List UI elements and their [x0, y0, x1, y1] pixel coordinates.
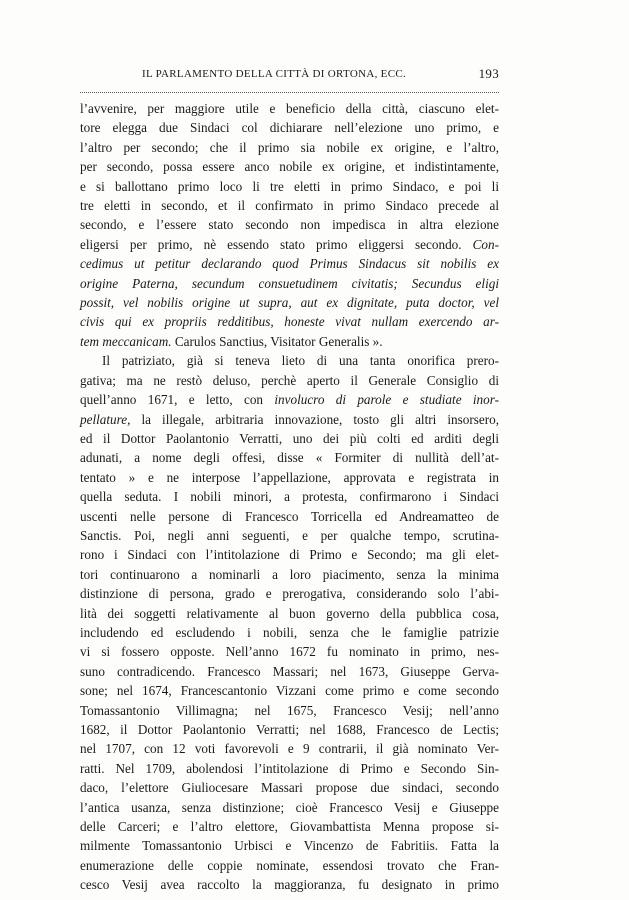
- text-line: tem meccanicam. Carulos Sanctius, Visitator Generalis ».: [80, 333, 383, 349]
- text-line: pellature, la illegale, arbitraria innovazione, tosto gli altri insorsero,: [80, 411, 499, 427]
- text-line: suno contradicendo. Francesco Massari; nel 1673, Giuseppe Gerva-: [80, 663, 499, 679]
- text-line: enumerazione delle coppie nominate, essendosi trovato che Fran-: [80, 857, 499, 873]
- text-line-italic: possit, vel nobilis origine ut supra, aut ex dignitate, puta doctor, vel: [80, 295, 499, 311]
- text-line: tre eletti in secondo, et il confirmato in primo Sindaco precede al: [80, 198, 499, 214]
- text-line: tore elegga due Sindaci col dichiarare nell’elezione uno primo, e: [80, 120, 499, 136]
- text-line: ed il Dottor Paolantonio Verratti, uno dei più colti ed arditi degli: [80, 430, 499, 446]
- text-line: daco, l’elettore Giuliocesare Massari propose due sindaci, secondo: [80, 780, 499, 796]
- page-body: [80, 99, 499, 895]
- text-line: Tomassantonio Villimagna; nel 1675, Francesco Vesij; nell’anno: [80, 702, 499, 718]
- running-title: IL PARLAMENTO DELLA CITTÀ DI ORTONA, ECC.: [142, 68, 407, 80]
- text-line: quell’anno 1671, e letto, con involucro di parole e studiate inor-: [80, 392, 499, 408]
- text-line: tentato » e ne interpose l’appellazione, approvata e registrata in: [80, 469, 499, 485]
- text-line: adunati, a nome degli offesi, disse « Formiter di nullità dell’at-: [80, 450, 499, 466]
- text-line: l’avvenire, per maggiore utile e beneficio della città, ciascuno elet-: [80, 101, 499, 116]
- page-number: 193: [478, 66, 499, 81]
- text-line: gativa; ma ne restò deluso, perchè aperto il Generale Consiglio di: [80, 372, 499, 388]
- text-line: cesco Vesij avea raccolto la maggioranza, fu designato in primo: [80, 877, 499, 893]
- text-line: l’altro per secondo; che il primo sia nobile ex origine, e l’altro,: [80, 139, 499, 155]
- book-page: [80, 66, 499, 895]
- text-line: tori continuarono a nominarli a loro piacimento, senza la minima: [80, 566, 499, 582]
- text-line: lità dei soggetti relativamente al buon governo della pubblica cosa,: [80, 605, 499, 621]
- text-line: distinzione di persona, grado e prerogativa, considerando solo l’abi-: [80, 586, 499, 602]
- text-line: vi si fossero opposte. Nell’anno 1672 fu nominato in primo, nes-: [80, 644, 499, 660]
- text-line: sone; nel 1674, Francescantonio Vizzani come primo e come secondo: [80, 683, 499, 699]
- text-line: eligersi per primo, nè essendo stato primo eliggersi secondo. Con-: [80, 236, 499, 252]
- paragraph-2: [80, 351, 499, 894]
- text-line: nel 1707, con 12 voti favorevoli e 9 contrarii, il già nominato Ver-: [80, 741, 499, 757]
- text-line: uscenti nelle persone di Francesco Torricella ed Andreamatteo de: [80, 508, 499, 524]
- text-line: l’antica usanza, senza distinzione; cioè Francesco Vesij e Giuseppe: [80, 799, 499, 815]
- text-line: ratti. Nel 1709, abolendosi l’intitolazione di Primo e Secondo Sin-: [80, 760, 499, 776]
- text-line: rono i Sindaci con l’intitolazione di Primo e Secondo; ma gli elet-: [80, 547, 499, 563]
- text-line: secondo, e l’essere stato secondo non impedisca in altra elezione: [80, 217, 499, 233]
- header-rule: [80, 92, 499, 93]
- text-line: per secondo, possa essere anco nobile ex origine, et indistintamente,: [80, 159, 499, 175]
- text-line: e si ballottano primo loco li tre eletti in primo Sindaco, e poi li: [80, 178, 499, 194]
- text-line: Sanctis. Poi, negli anni seguenti, e per qualche tempo, scrutina-: [80, 527, 499, 543]
- text-line: milmente Tomassantonio Urbisci e Vincenzo de Fabritiis. Fatta la: [80, 838, 499, 854]
- paragraph-1: [80, 99, 499, 351]
- text-line: delle Carceri; e l’altro elettore, Giovambattista Menna propose si-: [80, 819, 499, 835]
- running-head: [80, 66, 499, 88]
- text-line-italic: civis qui ex propriis redditibus, honeste vivat nullam exercendo ar-: [80, 314, 499, 330]
- text-line: Il patriziato, già si teneva lieto di una tanta onorifica prero-: [102, 353, 499, 369]
- text-line: includendo ed escludendo i nobili, senza che le famiglie patrizie: [80, 624, 499, 640]
- text-line: 1682, il Dottor Paolantonio Verratti; nel 1688, Francesco de Lectis;: [80, 722, 499, 737]
- text-line-italic: cedimus ut petitur declarando quod Primus Sindacus sit nobilis ex: [80, 256, 499, 272]
- text-line-italic: origine Paterna, secundum consuetudinem civitatis; Secundus eligi: [80, 275, 499, 291]
- text-line: quella seduta. I nobili minori, a protesta, confirmarono i Sindaci: [80, 489, 499, 505]
